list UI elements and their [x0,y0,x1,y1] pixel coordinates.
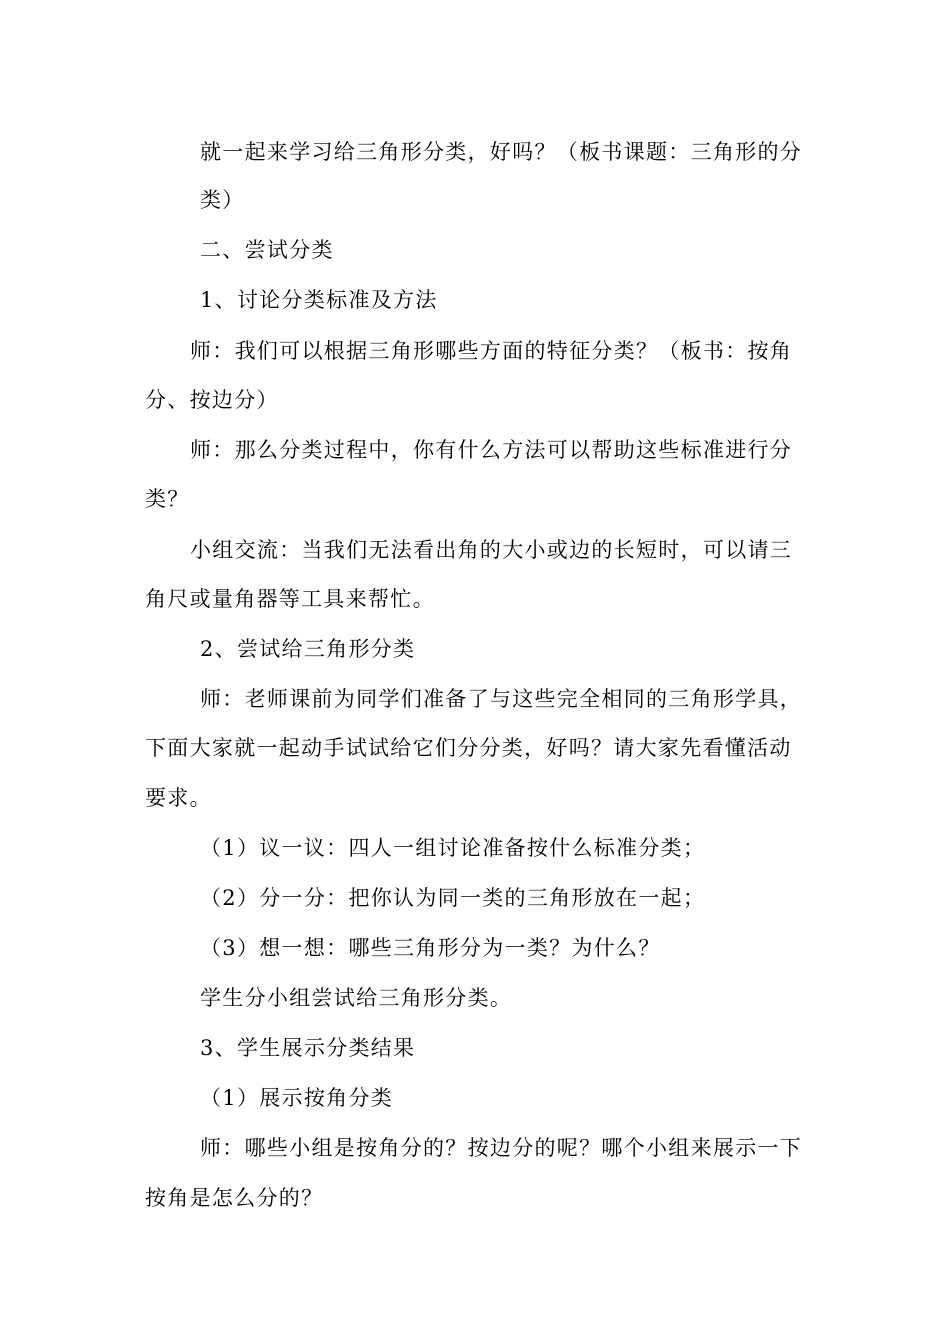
text-line: 师：老师课前为同学们准备了与这些完全相同的三角形学具， [200,687,803,711]
list-item: （1）展示按角分类 [200,1086,394,1110]
list-item: （2）分一分：把你认为同一类的三角形放在一起； [200,886,706,910]
text-line: 分、按边分） [145,388,279,412]
subsection-heading: 3、学生展示分类结果 [200,1036,416,1060]
text-line: 就一起来学习给三角形分类，好吗？（板书课题：三角形的分 [200,140,803,164]
text-line: 师：哪些小组是按角分的？按边分的呢？哪个小组来展示一下 [200,1136,803,1160]
text-line: 类） [200,188,245,212]
text-line: 要求。 [145,786,212,810]
text-line: 学生分小组尝试给三角形分类。 [200,986,513,1010]
subsection-heading: 2、尝试给三角形分类 [200,637,416,661]
text-line: 类？ [145,487,190,511]
text-line: 角尺或量角器等工具来帮忙。 [145,587,435,611]
text-line: 师：那么分类过程中，你有什么方法可以帮助这些标准进行分 [190,438,793,462]
list-item: （1）议一议：四人一组讨论准备按什么标准分类； [200,836,706,860]
subsection-heading: 1、讨论分类标准及方法 [200,288,438,312]
list-item: （3）想一想：哪些三角形分为一类？为什么？ [200,936,661,960]
text-line: 师：我们可以根据三角形哪些方面的特征分类？（板书：按角 [190,339,793,363]
text-line: 按角是怎么分的？ [145,1186,324,1210]
text-line: 小组交流：当我们无法看出角的大小或边的长短时，可以请三 [190,538,793,562]
section-heading: 二、尝试分类 [200,238,334,262]
text-line: 下面大家就一起动手试试给它们分分类，好吗？请大家先看懂活动 [145,736,792,760]
